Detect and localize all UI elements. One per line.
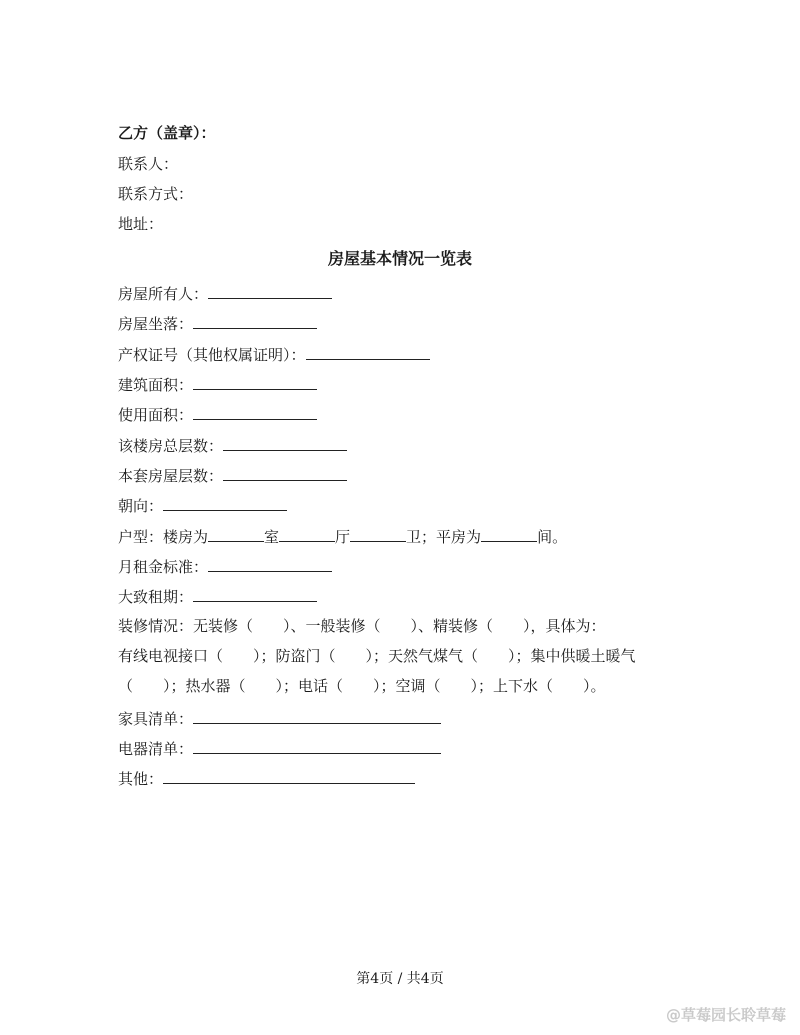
- property-cert-field: [118, 343, 430, 365]
- lease-period-blank: [193, 585, 317, 602]
- total-floors-field: [118, 434, 347, 456]
- monthly-rent-label: 月租金标准：: [118, 558, 209, 576]
- orientation-label: 朝向：: [118, 497, 164, 515]
- property-cert-label: 产权证号（其他权属证明）：: [118, 346, 306, 364]
- building-area-blank: [193, 373, 317, 390]
- owner-field: [118, 282, 332, 304]
- location-blank: [193, 312, 317, 329]
- facilities-line-2: （ ）；热水器（ ）；电话（ ）；空调（ ）；上下水（ ）。: [118, 677, 606, 695]
- other-blank: [163, 767, 415, 784]
- orientation-blank: [163, 494, 287, 511]
- property-cert-blank: [306, 343, 430, 360]
- monthly-rent-blank: [208, 555, 332, 572]
- unit-floors-label: 本套房屋层数：: [118, 467, 224, 485]
- decoration-line: 装修情况：无装修（ ）、一般装修（ ）、精装修（ ），具体为：: [118, 617, 606, 635]
- owner-label: 房屋所有人：: [118, 285, 209, 303]
- lease-period-field: [118, 585, 317, 607]
- usable-area-label: 使用面积：: [118, 406, 194, 424]
- unit-floors-blank: [223, 464, 347, 481]
- furniture-label: 家具清单：: [118, 710, 194, 728]
- appliances-field: [118, 737, 441, 759]
- furniture-field: [118, 707, 441, 729]
- layout-room-blank: [208, 525, 264, 542]
- layout-hall-label: 厅: [335, 528, 351, 546]
- page-footer: 第4页 / 共4页: [356, 971, 444, 987]
- layout-bath-blank: [350, 525, 406, 542]
- layout-bath-label: 卫；平房为: [406, 528, 482, 546]
- layout-rooms-blank: [481, 525, 537, 542]
- location-field: [118, 312, 317, 334]
- usable-area-blank: [193, 403, 317, 420]
- owner-blank: [208, 282, 332, 299]
- layout-field: [118, 525, 567, 547]
- watermark: @草莓园长聆草莓: [665, 1006, 786, 1024]
- orientation-field: [118, 494, 287, 516]
- facilities-line-1: 有线电视接口（ ）；防盗门（ ）；天然气煤气（ ）；集中供暖土暖气: [118, 647, 636, 665]
- appliances-blank: [193, 737, 441, 754]
- contact-person-label: 联系人：: [118, 155, 179, 173]
- appliances-label: 电器清单：: [118, 740, 194, 758]
- table-title: 房屋基本情况一览表: [327, 249, 472, 268]
- other-field: [118, 767, 415, 789]
- address-label: 地址：: [118, 215, 164, 233]
- total-floors-label: 该楼房总层数：: [118, 437, 224, 455]
- layout-hall-blank: [279, 525, 335, 542]
- layout-room-label: 室: [264, 528, 280, 546]
- building-area-field: [118, 373, 317, 395]
- usable-area-field: [118, 403, 317, 425]
- layout-rooms-label: 间。: [537, 528, 568, 546]
- unit-floors-field: [118, 464, 347, 486]
- contact-method-label: 联系方式：: [118, 185, 194, 203]
- party-b-seal: 乙方（盖章）：: [118, 124, 216, 142]
- total-floors-blank: [223, 434, 347, 451]
- layout-prefix: 户型：楼房为: [118, 528, 209, 546]
- other-label: 其他：: [118, 770, 164, 788]
- location-label: 房屋坐落：: [118, 315, 194, 333]
- monthly-rent-field: [118, 555, 332, 577]
- building-area-label: 建筑面积：: [118, 376, 194, 394]
- lease-period-label: 大致租期：: [118, 588, 194, 606]
- furniture-blank: [193, 707, 441, 724]
